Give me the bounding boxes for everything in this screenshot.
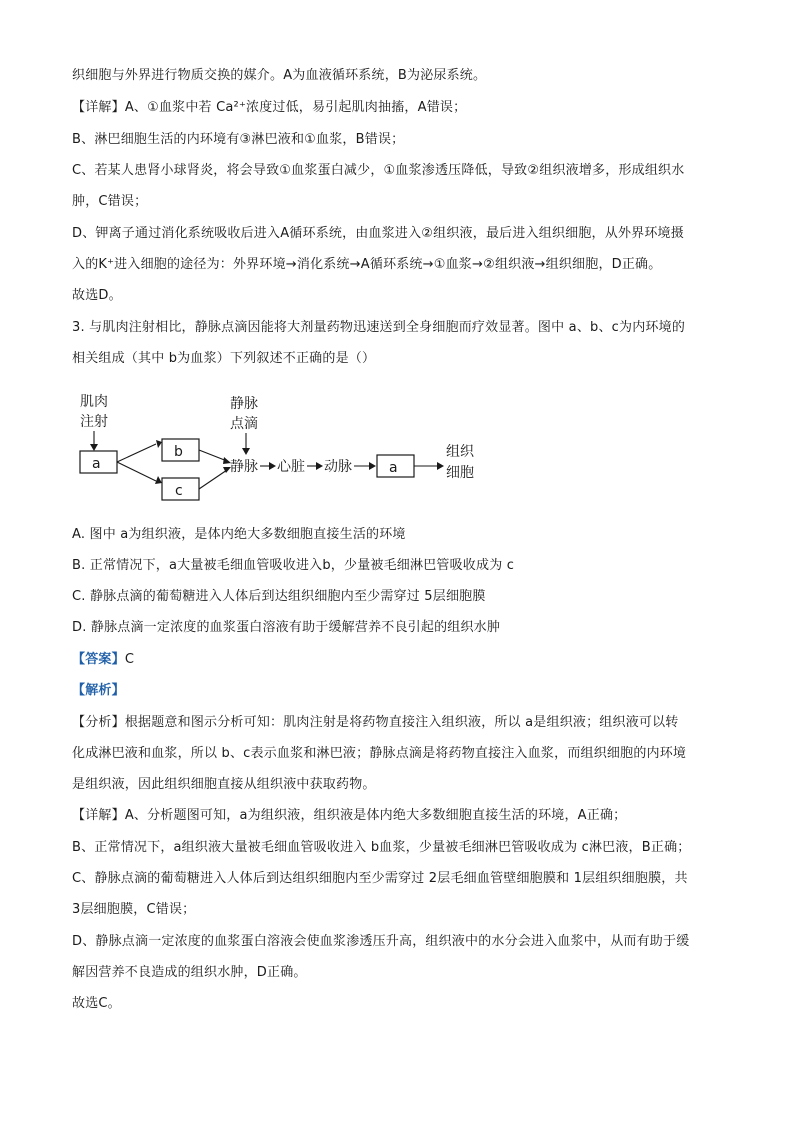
analysis-detail-d2: 解因营养不良造成的组织水肿，D正确。 (72, 965, 307, 980)
prev-answer-tail: 织细胞与外界进行物质交换的媒介。A为血液循环系统，B为泌尿系统。 (72, 68, 487, 83)
prev-choice: 故选D。 (72, 288, 122, 303)
label-iv-top: 静脉 (230, 396, 258, 412)
svg-text:a: a (92, 456, 101, 472)
label-heart: 心脏 (277, 459, 305, 475)
analysis-detail-c2: 3层细胞膜，C错误； (72, 902, 196, 917)
option-a: A. 图中 a为组织液，是体内绝大多数细胞直接生活的环境 (72, 527, 406, 542)
analysis-detail-c1: C、静脉点滴的葡萄糖进入人体后到达组织细胞内至少需穿过 2层毛细血管壁细胞膜和 1层组织细胞膜，共 (72, 871, 688, 886)
analysis-heading: 【解析】 (72, 683, 125, 698)
answer-value: C (124, 652, 135, 667)
analysis-fenxi-1: 【分析】根据题意和图示分析可知：肌肉注射是将药物直接注入组织液，所以 a是组织液；组织液可以转 (72, 715, 679, 730)
analysis-choice: 故选C。 (72, 996, 121, 1011)
option-b: B. 正常情况下，a大量被毛细血管吸收进入b，少量被毛细淋巴管吸收成为 c (72, 558, 515, 573)
label-vein: 静脉 (230, 459, 258, 475)
option-c: C. 静脉点滴的葡萄糖进入人体后到达组织细胞内至少需穿过 5层细胞膜 (72, 589, 486, 604)
prev-detail-c2: 肿，C错误； (72, 194, 148, 209)
analysis-fenxi-3: 是组织液，因此组织细胞直接从组织液中获取药物。 (72, 777, 376, 792)
label-inject-top: 肌肉 (80, 394, 108, 410)
prev-detail-b: B、淋巴细胞生活的内环境有③淋巴液和①血浆，B错误； (72, 132, 405, 147)
question-stem-2: 相关组成（其中 b为血浆）下列叙述不正确的是（） (72, 351, 376, 366)
label-cell-top: 组织 (446, 444, 474, 460)
analysis-detail-b: B、正常情况下，a组织液大量被毛细血管吸收进入 b血浆，少量被毛细淋巴管吸收成为 c淋巴液，B正确； (72, 840, 691, 855)
prev-detail-d2: 入的K⁺进入细胞的途径为：外界环境→消化系统→A循环系统→①血浆→②组织液→组织细胞，D正确。 (72, 257, 662, 272)
analysis-detail-d1: D、静脉点滴一定浓度的血浆蛋白溶液会使血浆渗透压升高，组织液中的水分会进入血浆中，从而有助于缓 (72, 934, 690, 949)
label-cell-bottom: 细胞 (446, 465, 474, 481)
label-iv-bottom: 点滴 (230, 416, 258, 432)
analysis-fenxi-2: 化成淋巴液和血浆，所以 b、c表示血浆和淋巴液；静脉点滴是将药物直接注入血浆，而组织细胞的内环境 (72, 746, 687, 761)
svg-text:c: c (175, 483, 183, 499)
option-d: D. 静脉点滴一定浓度的血浆蛋白溶液有助于缓解营养不良引起的组织水肿 (72, 620, 501, 635)
svg-text:b: b (174, 444, 183, 460)
prev-detail-d1: D、钾离子通过消化系统吸收后进入A循环系统，由血浆进入②组织液，最后进入组织细胞，从外界环境摄 (72, 226, 684, 241)
label-inject-bottom: 注射 (80, 414, 108, 430)
question-stem-1: 3. 与肌肉注射相比，静脉点滴因能将大剂量药物迅速送到全身细胞而疗效显著。图中 a、b、c为内环境的 (72, 320, 686, 335)
svg-text:a: a (389, 460, 398, 476)
answer-label: 【答案】 (72, 652, 125, 667)
circulation-diagram (72, 384, 492, 514)
analysis-detail-a: 【详解】A、分析题图可知，a为组织液，组织液是体内绝大多数细胞直接生活的环境，A正确； (72, 808, 627, 823)
answer-line (72, 650, 724, 670)
detail-label: 【详解】 (72, 100, 125, 115)
prev-detail-c1: C、若某人患肾小球肾炎，将会导致①血浆蛋白减少，①血浆渗透压降低，导致②组织液增多，形成组织水 (72, 163, 685, 178)
fenxi-label: 【分析】 (72, 715, 125, 730)
label-artery: 动脉 (324, 459, 352, 475)
prev-detail-a: 【详解】A、①血浆中若 Ca²⁺浓度过低，易引起肌肉抽搐，A错误； (72, 100, 467, 115)
xiangjie-label: 【详解】 (72, 808, 125, 823)
